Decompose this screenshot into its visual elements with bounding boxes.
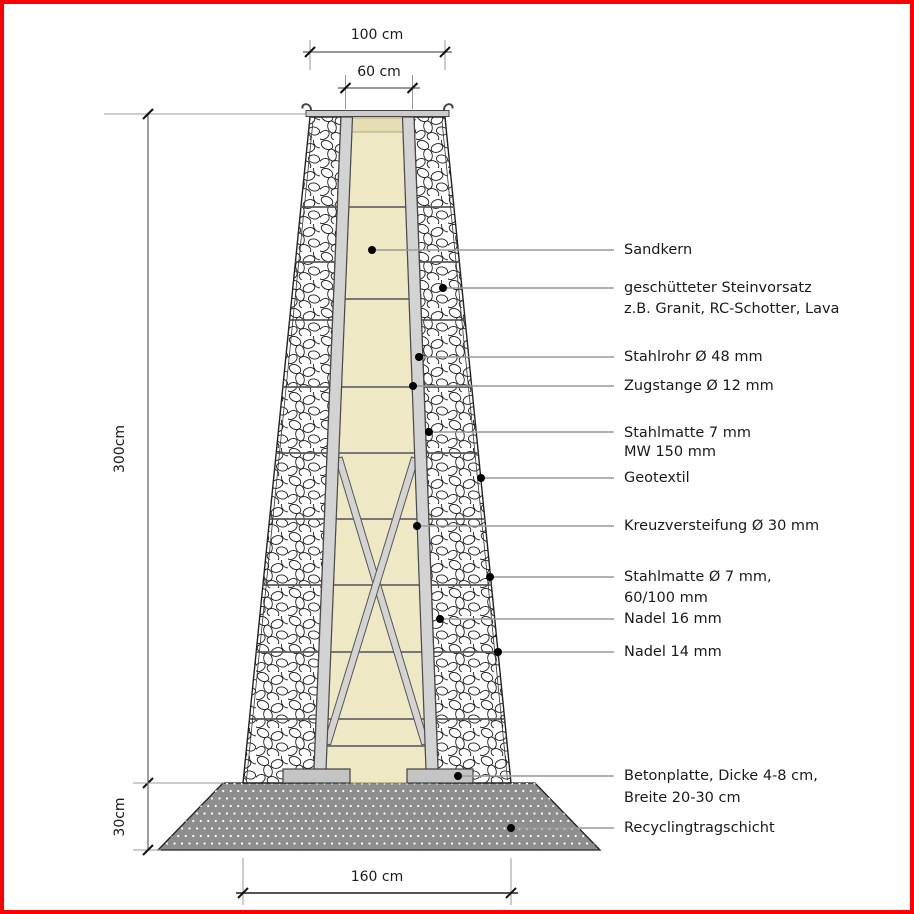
concrete-plate-left — [283, 769, 350, 783]
label-betonplatte-line1: Betonplatte, Dicke 4-8 cm, — [624, 768, 818, 784]
label-geotextil: Geotextil — [624, 470, 690, 486]
label-nadel-16: Nadel 16 mm — [624, 611, 722, 627]
label-stahlmatte-mw150-line1: Stahlmatte 7 mm — [624, 425, 751, 441]
recycling-base-layer — [158, 783, 600, 850]
label-stahlrohr: Stahlrohr Ø 48 mm — [624, 349, 763, 365]
label-steinvorsatz-line1: geschütteter Steinvorsatz — [624, 280, 812, 296]
label-stahlmatte-mw150-line2: MW 150 mm — [624, 444, 716, 460]
dim-top-width-value: 100 cm — [350, 27, 404, 43]
label-sandkern: Sandkern — [624, 242, 693, 258]
dim-tower-height-value: 300cm — [112, 424, 128, 474]
label-recyclingtragschicht: Recyclingtragschicht — [624, 820, 775, 836]
label-zugstange: Zugstange Ø 12 mm — [624, 378, 774, 394]
label-betonplatte-line2: Breite 20-30 cm — [624, 790, 741, 806]
sand-core-top-band — [352, 118, 403, 132]
label-stahlmatte-60-100-line2: 60/100 mm — [624, 590, 708, 606]
label-steinvorsatz-line2: z.B. Granit, RC-Schotter, Lava — [624, 301, 840, 317]
dim-base-layer-height-value: 30cm — [112, 797, 128, 837]
dim-base-width-value: 160 cm — [350, 869, 404, 885]
dim-core-width-value: 60 cm — [357, 64, 401, 80]
label-nadel-14: Nadel 14 mm — [624, 644, 722, 660]
label-stahlmatte-60-100-line1: Stahlmatte Ø 7 mm, — [624, 569, 772, 585]
label-kreuzversteifung: Kreuzversteifung Ø 30 mm — [624, 518, 820, 534]
top-cap — [306, 111, 449, 117]
